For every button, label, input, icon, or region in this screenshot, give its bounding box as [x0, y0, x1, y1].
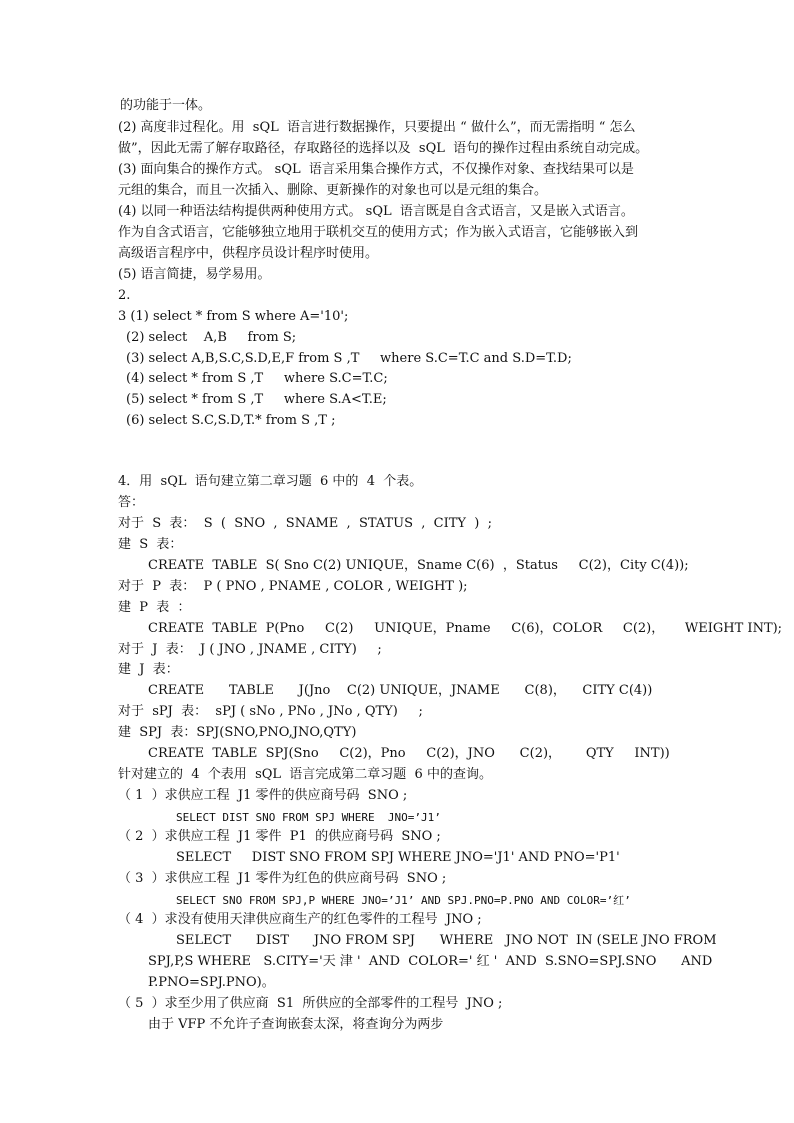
- text-line: 对于 J 表： J ( JNO , JNAME , CITY) ;: [118, 642, 382, 657]
- sql-line: SELECT DIST SNO FROM SPJ WHERE JNO=’J1’: [176, 811, 441, 824]
- text-line: 对于 sPJ 表： sPJ ( sNo , PNo , JNo , QTY) ;: [118, 704, 423, 719]
- text-line: 建 S 表：: [118, 537, 183, 552]
- text-line: 针对建立的 4 个表用 sQL 语言完成第二章习题 6 中的查询。: [118, 767, 492, 782]
- text-line: 3 (1) select * from S where A='10';: [118, 309, 349, 324]
- text-line: 2.: [118, 288, 131, 303]
- text-line: 建 SPJ 表：SPJ(SNO,PNO,JNO,QTY): [118, 725, 357, 740]
- text-line: （ 3 ）求供应工程 J1 零件为红色的供应商号码 SNO ;: [118, 871, 447, 886]
- text-line: 做”，因此无需了解存取路径，存取路径的选择以及 sQL 语句的操作过程由系统自动完成。: [118, 141, 649, 156]
- sql-line: SELECT DIST JNO FROM SPJ WHERE JNO NOT IN (SELE JNO FROM: [176, 933, 717, 948]
- text-line: （ 5 ）求至少用了供应商 S1 所供应的全部零件的工程号 JNO ;: [118, 996, 503, 1011]
- text-line: 元组的集合，而且一次插入、删除、更新操作的对象也可以是元组的集合。: [118, 183, 548, 198]
- text-line: (5) 语言简捷，易学易用。: [118, 267, 271, 282]
- sql-line: SELECT SNO FROM SPJ,P WHERE JNO=’J1’ AND SPJ.PNO=P.PNO AND COLOR=’红’: [176, 894, 631, 907]
- text-line: (3) select A,B,S.C,S.D,E,F from S ,T where S.C=T.C and S.D=T.D;: [126, 351, 572, 366]
- text-line: (2) select A,B from S;: [126, 330, 297, 345]
- text-line: 的功能于一体。: [120, 98, 212, 113]
- text-line: 建 J 表：: [118, 662, 179, 677]
- text-line: 作为自含式语言，它能够独立地用于联机交互的使用方式；作为嵌入式语言，它能够嵌入到: [118, 225, 639, 240]
- text-line: 由于 VFP 不允许子查询嵌套太深，将查询分为两步: [148, 1017, 444, 1032]
- sql-line: SPJ,P,S WHERE S.CITY='天 津 ' AND COLOR=' 红 ' AND S.SNO=SPJ.SNO AND: [148, 954, 713, 969]
- text-line: 对于 P 表： P ( PNO , PNAME , COLOR , WEIGHT );: [118, 579, 468, 594]
- text-line: 答：: [118, 495, 145, 510]
- text-line: 对于 S 表： S ( SNO , SNAME , STATUS , CITY ) ;: [118, 516, 492, 531]
- text-line: (4) 以同一种语法结构提供两种使用方式。 sQL 语言既是自含式语言，又是嵌入式语言。: [118, 204, 634, 219]
- text-line: (6) select S.C,S.D,T.* from S ,T ;: [126, 413, 336, 428]
- text-line: CREATE TABLE S( Sno C(2) UNIQUE，Sname C(6) ，Status C(2)，City C(4));: [148, 558, 689, 573]
- text-line: (2) 高度非过程化。用 sQL 语言进行数据操作，只要提出 “ 做什么”，而无需指明 “ 怎么: [118, 120, 636, 135]
- text-line: （ 2 ）求供应工程 J1 零件 P1 的供应商号码 SNO ;: [118, 829, 441, 844]
- sql-line: SELECT DIST SNO FROM SPJ WHERE JNO='J1' AND PNO='P1': [176, 850, 620, 865]
- text-line: 建 P 表 ：: [118, 600, 191, 615]
- text-line: 4．用 sQL 语句建立第二章习题 6 中的 4 个表。: [118, 474, 423, 489]
- text-line: 高级语言程序中，供程序员设计程序时使用。: [118, 246, 379, 261]
- text-line: CREATE TABLE J(Jno C(2) UNIQUE，JNAME C(8)， CITY C(4)): [148, 683, 653, 698]
- text-line: CREATE TABLE SPJ(Sno C(2)，Pno C(2)，JNO C(2)， QTY INT)): [148, 746, 670, 761]
- text-line: CREATE TABLE P(Pno C(2) UNIQUE，Pname C(6)，COLOR C(2)， WEIGHT INT);: [148, 621, 783, 636]
- text-line: (5) select * from S ,T where S.A<T.E;: [126, 392, 387, 407]
- sql-line: P.PNO=SPJ.PNO)。: [148, 975, 275, 990]
- text-line: （ 4 ）求没有使用天津供应商生产的红色零件的工程号 JNO ;: [118, 912, 482, 927]
- text-line: (3) 面向集合的操作方式。 sQL 语言采用集合操作方式，不仅操作对象、查找结果可以是: [118, 162, 634, 177]
- text-line: (4) select * from S ,T where S.C=T.C;: [126, 371, 388, 386]
- text-line: （ 1 ）求供应工程 J1 零件的供应商号码 SNO ;: [118, 788, 408, 803]
